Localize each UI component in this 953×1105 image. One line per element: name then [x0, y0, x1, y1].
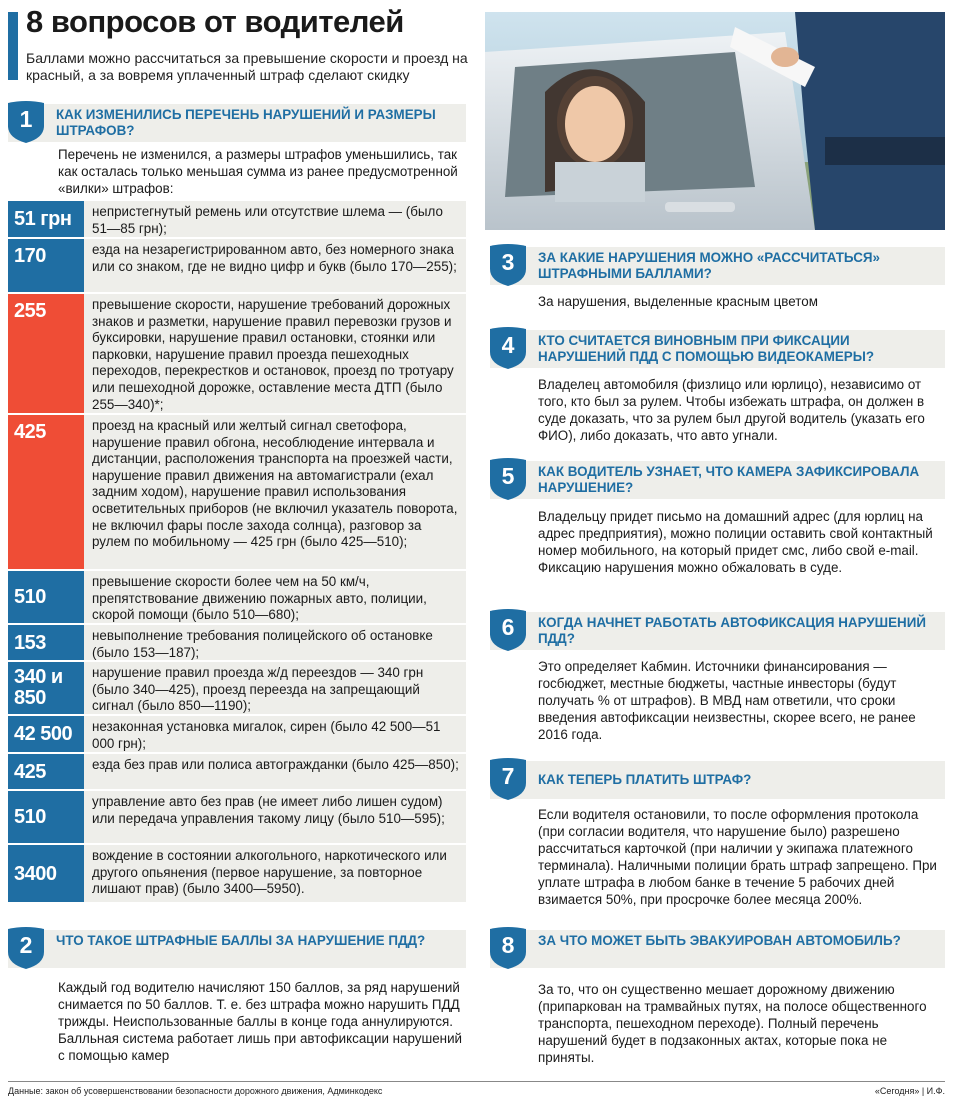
fine-value: 153 — [8, 625, 84, 660]
fine-value: 170 — [8, 239, 84, 292]
header-accent-bar — [8, 12, 18, 80]
fine-description: езда на незарегистрированном авто, без номерного знака или со знаком, где не видно цифр и букв (было 170—255); — [92, 242, 457, 274]
fine-value: 51 грн — [8, 201, 84, 237]
footer-source: Данные: закон об усовершенствовании безопасности дорожного движения, Админкодекс — [8, 1086, 383, 1096]
fine-value: 425 — [8, 415, 84, 569]
question-5-answer: Владельцу придет письмо на домашний адрес (для юрлиц на адрес предприятия), можно полиции оставить свой контактный номер мобильного, на который придет смс, либо свой e-mail. Фиксацию нарушения можно обжаловать в суде. — [538, 509, 933, 575]
fine-row — [8, 201, 466, 237]
question-8-number: 8 — [501, 932, 515, 958]
fine-value: 510 — [8, 791, 84, 843]
question-1-title: КАК ИЗМЕНИЛИСЬ ПЕРЕЧЕНЬ НАРУШЕНИЙ И РАЗМЕРЫ ШТРАФОВ? — [56, 107, 436, 138]
question-3-answer: За нарушения, выделенные красным цветом — [538, 294, 818, 309]
question-2-badge — [6, 926, 46, 970]
question-1-number: 1 — [19, 106, 33, 132]
fine-row — [8, 662, 466, 714]
question-3-header — [490, 247, 945, 285]
question-7-header — [490, 761, 945, 799]
question-5-title: КАК ВОДИТЕЛЬ УЗНАЕТ, ЧТО КАМЕРА ЗАФИКСИРОВАЛА НАРУШЕНИЕ? — [538, 464, 920, 495]
question-1-badge — [6, 100, 46, 144]
fine-value: 340 и 850 — [8, 662, 84, 714]
page-title: 8 вопросов от водителей — [26, 4, 404, 39]
question-1-answer: Перечень не изменился, а размеры штрафов уменьшились, так как осталась только меньшая сумма из ранее предусмотренной «вилки» штрафов: — [58, 147, 458, 196]
question-3-badge — [488, 243, 528, 287]
fine-row — [8, 754, 466, 789]
question-2-title: ЧТО ТАКОЕ ШТРАФНЫЕ БАЛЛЫ ЗА НАРУШЕНИЕ ПДД? — [56, 933, 426, 948]
fine-description: нарушение правил проезда ж/д переездов — 340 грн (было 340—425), проезд переезда на запрещающий сигнал (было 850—1190); — [92, 665, 424, 714]
question-8-header — [490, 930, 945, 968]
fine-row — [8, 239, 466, 292]
question-4-header — [490, 330, 945, 368]
question-7-badge — [488, 757, 528, 801]
question-2-header — [8, 930, 466, 968]
question-7-answer: Если водителя остановили, то после оформления протокола (при согласии водителя, что нарушение было) разрешено рассчитаться карточкой (при наличии у экипажа платежного терминала). Наличными полиции брать штраф запрещено. При уплате штрафа в любом банке в течение 5 рабочих дней взимается 50%, при просрочке более месяца 200%. — [538, 807, 937, 907]
fine-value: 425 — [8, 754, 84, 789]
question-5-badge — [488, 457, 528, 501]
fine-value: 42 500 — [8, 716, 84, 752]
fine-row — [8, 845, 466, 902]
question-4-answer: Владелец автомобиля (физлицо или юрлицо), независимо от того, кто был за рулем. Чтобы избежать штрафа, он должен в суде доказать, что за рулем был другой водитель (указать его ФИО), либо доказать, что авто угнали. — [538, 377, 925, 443]
question-4-badge — [488, 326, 528, 370]
question-8-title: ЗА ЧТО МОЖЕТ БЫТЬ ЭВАКУИРОВАН АВТОМОБИЛЬ? — [538, 933, 901, 948]
question-7-title: КАК ТЕПЕРЬ ПЛАТИТЬ ШТРАФ? — [538, 772, 752, 787]
question-3-number: 3 — [501, 249, 515, 275]
fine-description: невыполнение требования полицейского об остановке (было 153—187); — [92, 628, 433, 660]
question-4-title: КТО СЧИТАЕТСЯ ВИНОВНЫМ ПРИ ФИКСАЦИИ НАРУШЕНИЙ ПДД С ПОМОЩЬЮ ВИДЕОКАМЕРЫ? — [538, 333, 875, 364]
fine-row — [8, 571, 466, 623]
question-5-header — [490, 461, 945, 499]
fine-row — [8, 415, 466, 569]
fine-description: проезд на красный или желтый сигнал светофора, нарушение правил обгона, несоблюдение интервала и дистанции, расположения транспорта на проезжей части, нарушение правил движения на автомагистрали (ехал задним ходом), нарушение правил использования осветительных приборов (не включил указатель поворота, не включил фары после захода солнца), разговор за рулем по мобильному — 425 грн (было 425—510); — [92, 418, 458, 550]
question-6-answer: Это определяет Кабмин. Источники финансирования — госбюджет, местные бюджеты, частные инвесторы (будут получать % от штрафов). В МВД нам ответили, что сроки введения автофиксации неизвестны, скорее всего, не ранее 2016 года. — [538, 659, 916, 742]
question-2-answer: Каждый год водителю начисляют 150 баллов, за ряд нарушений снимается по 50 баллов. Т. е. без штрафа можно нарушить ПДД трижды. Неиспользованные баллы в конце года аннулируются. Балльная система работает лишь при автофиксации нарушений с помощью камер — [58, 980, 463, 1063]
fine-row — [8, 294, 466, 413]
fine-description: непристегнутый ремень или отсутствие шлема — (было 51—85 грн); — [92, 204, 443, 236]
fine-description: превышение скорости более чем на 50 км/ч, препятствование движению пожарных авто, полиции, скорой помощи (было 510—680); — [92, 574, 427, 623]
photo-illustration — [485, 12, 945, 230]
fine-description: управление авто без прав (не имеет либо лишен судом) или передача управления такому лицу (было 510—595); — [92, 794, 445, 826]
fine-description: вождение в состоянии алкогольного, наркотического или другого опьянения (первое нарушение, за повторное лишают прав) (было 3400—5950). — [92, 848, 447, 897]
traffic-stop-photo — [485, 12, 945, 230]
fine-row — [8, 625, 466, 660]
question-6-title: КОГДА НАЧНЕТ РАБОТАТЬ АВТОФИКСАЦИЯ НАРУШЕНИЙ ПДД? — [538, 615, 926, 646]
question-6-badge — [488, 608, 528, 652]
question-4-number: 4 — [501, 332, 515, 358]
fine-value: 255 — [8, 294, 84, 413]
fine-description: превышение скорости, нарушение требований дорожных знаков и разметки, нарушение правил перевозки грузов и буксировки, нарушение правил остановки, стоянки или парковки, нарушение правил проезда пешеходных переходов, перекрестков и остановок, проезд по тротуару или пешеходной дорожке, оставление места ДТП (было 255—340)*; — [92, 297, 454, 412]
page-subtitle: Баллами можно рассчитаться за превышение скорости и проезд на красный, а за вовремя уплаченный штраф сделают скидку — [26, 50, 468, 83]
fine-value: 510 — [8, 571, 84, 623]
fine-description: езда без прав или полиса автогражданки (было 425—850); — [92, 757, 459, 772]
fine-description: незаконная установка мигалок, сирен (было 42 500—51 000 грн); — [92, 719, 441, 751]
footer-credit: «Сегодня» | И.Ф. — [874, 1086, 945, 1096]
question-8-badge — [488, 926, 528, 970]
question-1-header — [8, 104, 466, 142]
fine-row — [8, 791, 466, 843]
fine-row — [8, 716, 466, 752]
question-6-number: 6 — [501, 614, 515, 640]
question-6-header — [490, 612, 945, 650]
question-7-number: 7 — [501, 763, 515, 789]
question-2-number: 2 — [19, 932, 33, 958]
question-5-number: 5 — [501, 463, 515, 489]
question-3-title: ЗА КАКИЕ НАРУШЕНИЯ МОЖНО «РАССЧИТАТЬСЯ» ШТРАФНЫМИ БАЛЛАМИ? — [538, 250, 880, 281]
footer-divider — [8, 1081, 945, 1082]
fine-value: 3400 — [8, 845, 84, 902]
question-8-answer: За то, что он существенно мешает дорожному движению (припаркован на трамвайных путях, на полосе общественного транспорта, пешеходном переходе). Полный перечень нарушений будет в подзаконных актах, которые пока не приняты. — [538, 982, 927, 1065]
